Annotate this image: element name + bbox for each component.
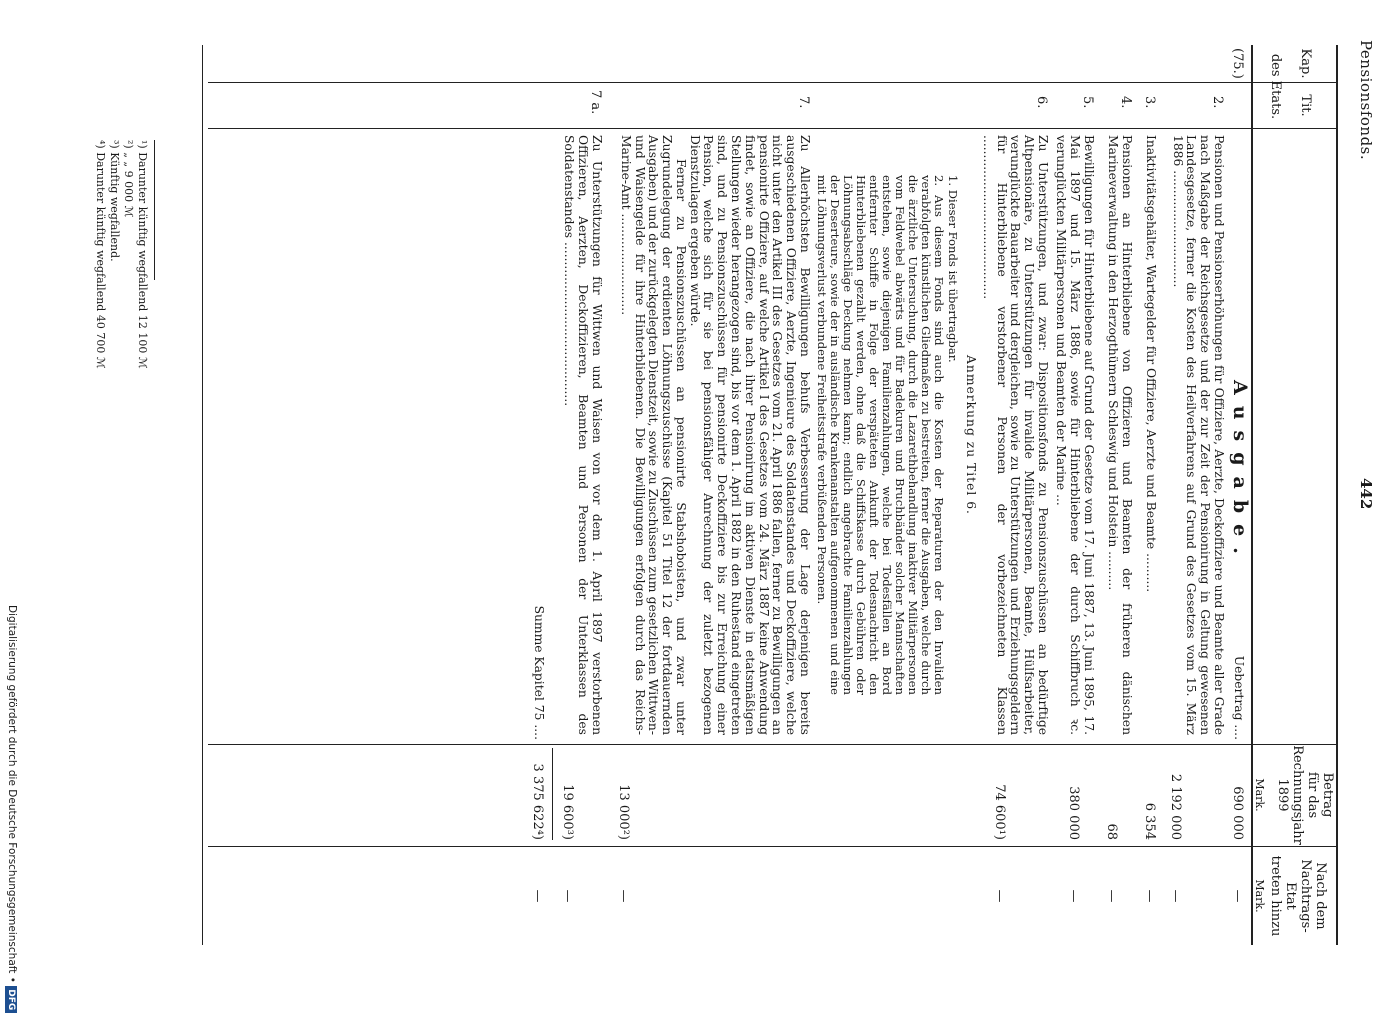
betrag-line-3: Rechnungsjahr [1290, 745, 1305, 845]
row-nachtrag-2: — [1168, 889, 1183, 903]
row-tit-7a: 7 a. [588, 90, 603, 115]
betrag-line-2: für das [1305, 771, 1320, 819]
sum-rule [552, 748, 553, 840]
kapitel-number: (75.) [1230, 48, 1245, 79]
betrag-line-4: 1899 [1275, 778, 1290, 812]
row-betrag-5: 380 000 [1066, 786, 1081, 840]
row-nachtrag-5: — [1066, 889, 1081, 903]
row-nachtrag-3: — [1142, 889, 1157, 903]
row-tit-5: 5. [1080, 96, 1095, 109]
col-rule-betrag [208, 744, 1338, 745]
nachtrag-line-1: Nach dem [1313, 862, 1328, 930]
col-rule-text [208, 128, 1338, 129]
running-title: Pensionsfonds. [1357, 40, 1375, 161]
row-nachtrag-7: — [616, 889, 631, 903]
col-header-tit: Tit. [1298, 94, 1313, 117]
section-title: Ausgabe. [1229, 380, 1251, 565]
row-text-7a: Zu Unterstützungen für Wittwen und Waisen von vor dem 1. April 1897 verstorbenen Offizieren, Aerzten, Deckoffizieren, Beamten und Personen der Unterklassen des Soldatenstandes .......................................... [562, 135, 604, 735]
col-rule-kap [208, 82, 1338, 83]
row-betrag-7a: 19 600³) [560, 784, 575, 840]
footnote-4: ⁴) Darunter künftig wegfallend 40 700 ℳ [94, 140, 107, 369]
col-header-kap: Kap. [1298, 48, 1313, 79]
row-text-4: Pensionen an Hinterbliebene von Offizieren und Beamten der früheren dänischen Marineverwaltung in den Herzogthümern Schleswig und Holstein .......... [1106, 135, 1134, 735]
row-text-6: Zu Unterstützungen, und zwar: Dispositionsfonds zu Pensionszuschüssen an bedürftige Altpensionäre, zu Unterstützungen für invalide Militärpersonen, Beamte, Hülfsarbeiter, verunglückte Bauarbeiter und dergleichen, sowie zu Unterstützungen und Erziehungsgeldern für Hinterbliebene verstorbener Personen der vorbezeichneten Klassen .......................................... [980, 135, 1050, 735]
row-betrag-2: 2 192 000 [1168, 773, 1183, 840]
row-betrag-6: 74 600¹) [992, 784, 1007, 840]
anmerkung-item-2: 2. Aus diesem Fonds sind auch die Kosten der Reparaturen der den Invaliden verabfolgten künstlichen Gliedmaßen zu bestreiten, ferner die Ausgaben, welche durch die ärztliche Untersuchung, durch die Lazarethbehandlung inaktiver Militärpersonen vom Feldwebel abwärts und für Badekuren und Bruchbänder solcher Mannschaften entstehen, sowie diejenigen Familienzahlungen, welche bei Todesfällen an Bord entfernter Schiffe in Folge der verspäteten Ankunft der Todesnachricht den Hinterbliebenen gezahlt werden, ohne daß die Schiffskasse durch Gebühren oder Löhnungsabschläge Deckung nehmen kann; endlich angebrachte Familienzahlungen der Deserteure, sowie der in ausländische Krankenanstalten aufgenommenen und eine mit Löhnungsverlust verbundene Freiheitsstrafe verbüßenden Personen. [815, 175, 946, 695]
summe-label: Summe Kapitel 75 .... [532, 605, 546, 740]
row-tit-6: 6. [1034, 96, 1049, 109]
betrag-line-1: Betrag [1320, 772, 1335, 818]
table-bottom-rule [202, 45, 203, 945]
summe-nachtrag: — [530, 889, 545, 903]
footnote-rule [154, 140, 155, 280]
dfg-logo: DFG [5, 986, 17, 1013]
footnote-1: ¹) Darunter künftig wegfallend 12 100 ℳ [136, 140, 149, 369]
uebertrag-betrag: 690 000 [1230, 786, 1245, 840]
top-rule [1336, 45, 1338, 945]
row-nachtrag-6: — [992, 889, 1007, 903]
nachtrag-line-3: treten hinzu [1268, 855, 1283, 937]
anmerkung-item-1: 1. Dieser Fonds ist übertragbar. [946, 175, 960, 363]
footnote-2: ²) „ „ 9 000 ℳ [122, 140, 135, 218]
row-tit-7: 7. [796, 96, 811, 109]
row-text-2: Pensionen und Pensionserhöhungen für Offiziere, Aerzte, Deckoffiziere und Beamte aller Grade nach Maßgabe der Reichsgesetze und der zur Zeit der Pensionirung in Geltung gewesenen Landesgesetze, ferner die Kosten des Heilverfahrens auf Grund des Gesetzes vom 15. März 1886 .............................. [1170, 135, 1226, 735]
row-text-5: Bewilligungen für Hinterbliebene auf Grund der Gesetze vom 17. Juni 1887, 13. Juni 1895, 17. Mai 1897 und 15. März 1886, sowie für Hinterbliebene der durch Schiffbruch ꝛc. verunglückten Militärpersonen und Beamten der Marine ... [1054, 135, 1096, 735]
row-tit-4: 4. [1118, 96, 1133, 109]
row-nachtrag-4: — [1104, 889, 1119, 903]
col-header-nachtrag [1268, 847, 1328, 945]
nachtrag-line-2: Nachtrags-Etat [1283, 859, 1313, 933]
digitization-note [6, 605, 18, 1013]
unit-mark-nachtrag: Mark. [1253, 879, 1266, 913]
row-betrag-3: 6 354 [1142, 802, 1157, 840]
row-text-7b: Ferner zu Pensionszuschüssen an pensionirte Stabshoboisten, und zwar unter Zugrundelegung der erdienten Löhnungszuschüsse (Kapitel 51 Titel 12 der fortdauernden Ausgaben) und der zurückgelegten Dienstzeit, sowie zu Zuschüssen zum gesetzlichen Wittwen- und Waisengelde für ihre Hinterbliebenen. Die Bewilligungen erfolgen durch das Reichs-Marine-Amt .......................... [618, 135, 688, 735]
row-text-3: Inaktivitätsgehälter, Wartegelder für Offiziere, Aerzte und Beamte .......... [1144, 135, 1158, 593]
anmerkung-title: Anmerkung zu Titel 6. [964, 355, 978, 515]
row-betrag-7: 13 000²) [616, 784, 631, 840]
footnote-3: ³) Künftig wegfallend. [108, 140, 121, 262]
summe-betrag: 3 375 622⁴) [530, 763, 545, 840]
digitization-text: Digitalisierung gefördert durch die Deutsche Forschungsgemeinschaft • [6, 605, 18, 983]
row-nachtrag-7a: — [560, 889, 575, 903]
row-tit-3: 3. [1142, 96, 1157, 109]
page-number: 442 [1357, 478, 1375, 510]
row-tit-2: 2. [1210, 96, 1225, 109]
row-text-7: Zu Allerhöchsten Bewilligungen behufs Verbesserung der Lage derjenigen bereits ausgeschiedenen Offiziere, Aerzte, Ingenieure des Soldatenstandes und Deckoffiziere, welche nicht unter den Artikel III des Gesetzes vom 21. April 1886 fallen, ferner zu Bewilligungen an pensionirte Offiziere, auf welche Artikel I des Gesetzes vom 24. März 1887 keine Anwendung findet, sowie an Offiziere, die nach ihrer Pensionirung im aktiven Dienste in etatsmäßigen Stellungen wieder herangezogen sind, bis vor dem 1. April 1882 in den Ruhestand eingetreten sind, und zu Pensionszuschüssen für pensionirte Deckoffiziere bis zur Erreichung einer Pension, welche sich für sie bei pensionsfähiger Anrechnung der zuletzt bezogenen Dienstzulagen ergeben würde. [687, 135, 812, 735]
row-betrag-4: 68 [1104, 823, 1119, 840]
col-header-des-etats: des Etats. [1268, 53, 1283, 120]
uebertrag-nachtrag: — [1230, 889, 1245, 903]
unit-mark-betrag: Mark. [1253, 778, 1266, 812]
uebertrag-label: Uebertrag .... [1232, 655, 1246, 740]
col-header-betrag [1275, 745, 1335, 845]
